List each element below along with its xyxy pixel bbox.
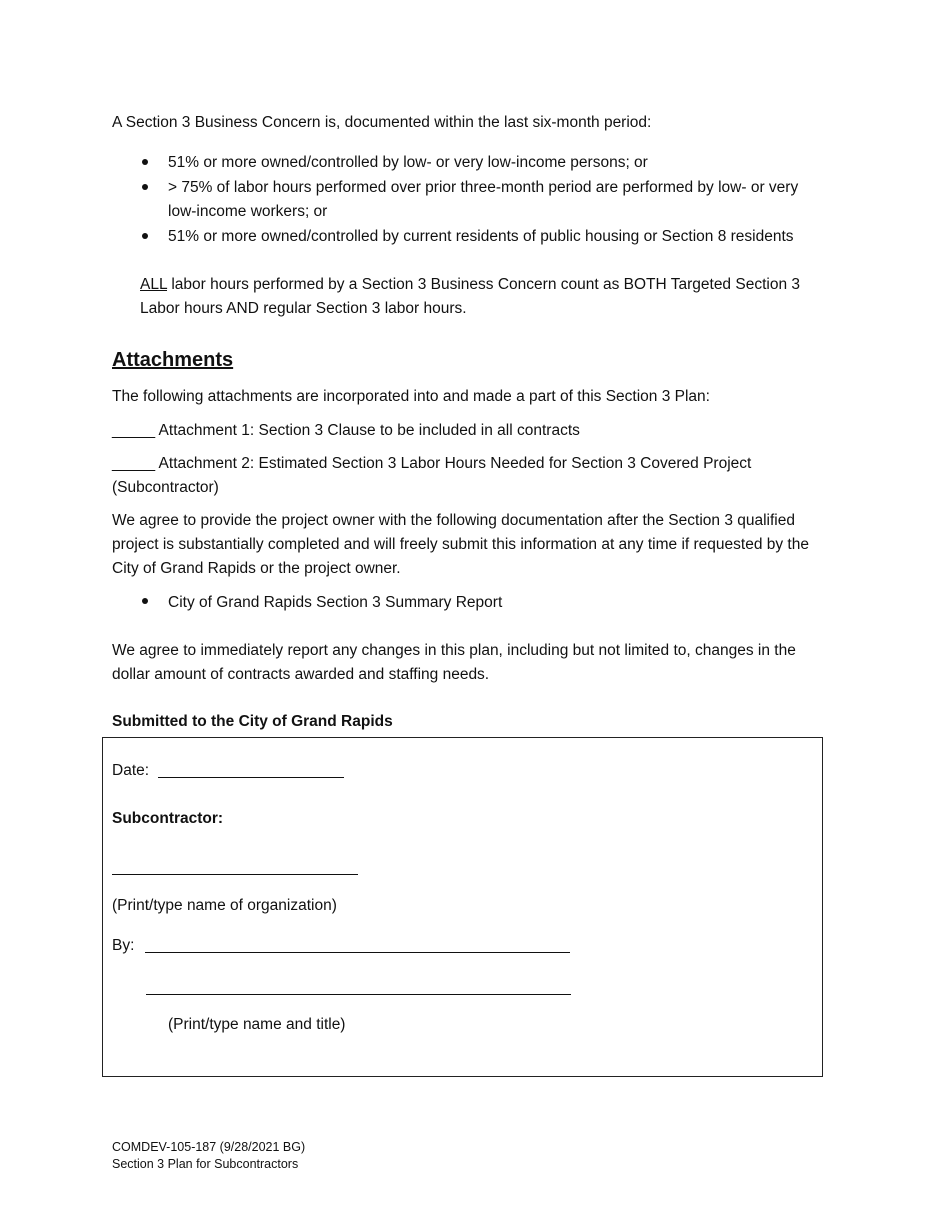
subcontractor-label: Subcontractor: [112,810,224,827]
criteria-item: 51% or more owned/controlled by current residents of public housing or Section 8 residents [168,228,794,245]
labor-note-emphasis: ALL [140,276,168,293]
criteria-item: > 75% of labor hours performed over prior three-month period are performed by low- or very low-income workers; or [168,179,799,220]
organization-name-field[interactable] [112,874,358,875]
attachment-item-1: _____ Attachment 1: Section 3 Clause to be included in all contracts [112,422,580,439]
by-label: By: [112,937,135,954]
date-field[interactable] [158,777,344,778]
bullet-icon [142,598,148,604]
date-label: Date: [112,762,150,779]
bullet-icon [142,233,148,239]
intro-text: A Section 3 Business Concern is, documented within the last six-month period: [112,114,652,131]
labor-note-text: labor hours performed by a Section 3 Business Concern count as BOTH Targeted Section 3 Labor hours AND regular Section 3 labor hours. [140,276,800,317]
changes-paragraph: We agree to immediately report any changes in this plan, including but not limited to, changes in the dollar amount of contracts awarded and staffing needs. [112,642,796,683]
bullet-icon [142,184,148,190]
name-title-field[interactable] [146,994,571,995]
name-title-caption: (Print/type name and title) [168,1016,346,1033]
attachments-intro: The following attachments are incorporated into and made a part of this Section 3 Plan: [112,388,710,405]
footer-form-id: COMDEV-105-187 (9/28/2021 BG) [112,1140,306,1154]
organization-caption: (Print/type name of organization) [112,897,337,914]
labor-note [140,273,840,321]
criteria-item: 51% or more owned/controlled by low- or very low-income persons; or [168,154,648,171]
attachment-item-2: _____ Attachment 2: Estimated Section 3 Labor Hours Needed for Section 3 Covered Project (Subcontractor) [112,455,752,496]
bullet-icon [142,159,148,165]
documentation-item: City of Grand Rapids Section 3 Summary Report [168,594,503,611]
footer-form-title: Section 3 Plan for Subcontractors [112,1157,299,1171]
signature-field[interactable] [145,952,570,953]
documentation-paragraph: We agree to provide the project owner with the following documentation after the Section 3 qualified project is substantially completed and will freely submit this information at any time if requested by the City of Grand Rapids or the project owner. [112,512,809,577]
attachments-heading: Attachments [112,349,234,371]
submission-title: Submitted to the City of Grand Rapids [112,713,393,730]
